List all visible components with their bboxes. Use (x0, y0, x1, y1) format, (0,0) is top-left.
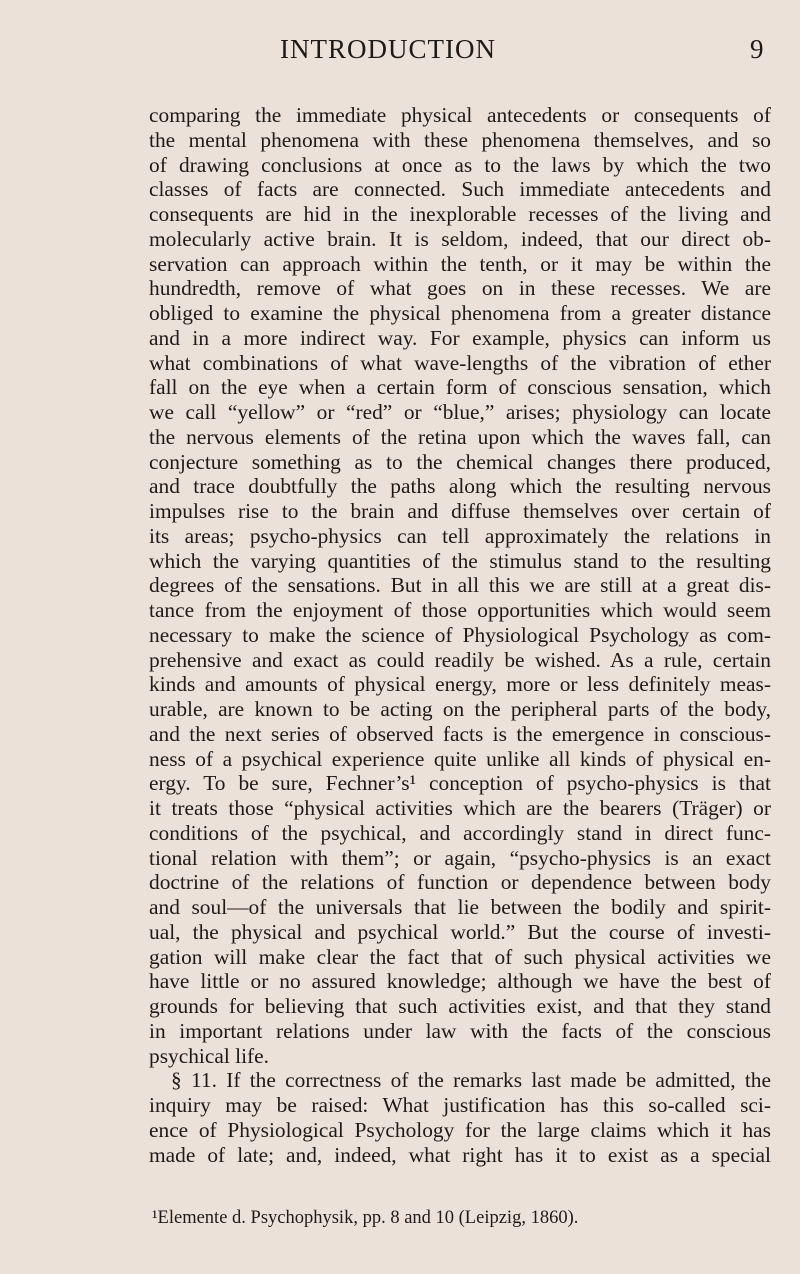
text-line: tional relation with them”; or again, “psycho-physics is an exact (149, 845, 771, 870)
text-line: and in a more indirect way. For example, physics can inform us (149, 325, 771, 350)
text-line: the nervous elements of the retina upon which the waves fall, can (149, 424, 771, 449)
text-line: psychical life. (149, 1043, 269, 1068)
running-title: INTRODUCTION (280, 34, 496, 64)
text-line: urable, are known to be acting on the peripheral parts of the body, (149, 697, 771, 721)
text-line: what combinations of what wave-lengths of the vibration of ether (149, 350, 771, 375)
text-line: which the varying quantities of the stimulus stand to the resulting (149, 548, 771, 573)
text-line: impulses rise to the brain and diffuse themselves over certain of (149, 499, 771, 523)
text-line: fall on the eye when a certain form of conscious sensation, which (149, 375, 771, 400)
text-line: and trace doubtfully the paths along which the resulting nervous (149, 474, 771, 499)
body-text (149, 103, 771, 1167)
text-line: prehensive and exact as could readily be wished. As a rule, certain (149, 647, 771, 672)
text-line: the mental phenomena with these phenomena themselves, and so (149, 127, 771, 152)
text-line: kinds and amounts of physical energy, more or less definitely meas- (149, 672, 771, 697)
text-line: ness of a psychical experience quite unlike all kinds of physical en- (149, 746, 771, 771)
text-line: ence of Physiological Psychology for the large claims which it has (149, 1117, 771, 1142)
text-line: classes of facts are connected. Such immediate antecedents and (149, 177, 771, 202)
text-line: comparing the immediate physical antecedents or consequents of (149, 103, 771, 127)
text-line: we call “yellow” or “red” or “blue,” arises; physiology can locate (149, 400, 771, 424)
text-line: § 11. If the correctness of the remarks last made be admitted, the (171, 1068, 771, 1093)
text-line: ual, the physical and psychical world.” But the course of investi- (149, 919, 771, 944)
text-line: servation can approach within the tenth, or it may be within the (149, 251, 771, 276)
text-line: made of late; and, indeed, what right has it to exist as a special (149, 1142, 771, 1167)
text-line: consequents are hid in the inexplorable recesses of the living and (149, 202, 771, 226)
text-line: of drawing conclusions at once as to the laws by which the two (149, 152, 771, 177)
text-line: necessary to make the science of Physiological Psychology as com- (149, 622, 771, 647)
running-header (148, 34, 770, 66)
text-line: it treats those “physical activities which are the bearers (Träger) or (149, 796, 771, 820)
text-line: ergy. To be sure, Fechner’s¹ conception of psycho-physics is that (149, 771, 771, 796)
text-line: inquiry may be raised: What justification has this so-called sci- (149, 1093, 771, 1117)
page-number: 9 (750, 34, 764, 64)
text-line: and the next series of observed facts is the emergence in conscious- (149, 721, 771, 746)
text-line: tance from the enjoyment of those opportunities which would seem (149, 598, 771, 622)
text-line: grounds for believing that such activities exist, and that they stand (149, 994, 771, 1018)
text-line: degrees of the sensations. But in all this we are still at a great dis- (149, 573, 771, 598)
footnote: ¹Elemente d. Psychophysik, pp. 8 and 10 (Leipzig, 1860). (152, 1208, 579, 1228)
text-line: obliged to examine the physical phenomena from a greater distance (149, 301, 771, 325)
text-line: hundredth, remove of what goes on in these recesses. We are (149, 276, 771, 301)
text-line: molecularly active brain. It is seldom, indeed, that our direct ob- (149, 226, 771, 251)
text-line: doctrine of the relations of function or dependence between body (149, 870, 771, 895)
text-line: gation will make clear the fact that of such physical activities we (149, 944, 771, 969)
text-line: its areas; psycho-physics can tell approximately the relations in (149, 523, 771, 548)
text-line: conditions of the psychical, and accordingly stand in direct func- (149, 820, 771, 845)
text-line: and soul—of the universals that lie between the bodily and spirit- (149, 895, 771, 919)
text-line: have little or no assured knowledge; although we have the best of (149, 969, 771, 994)
text-line: in important relations under law with the facts of the conscious (149, 1018, 771, 1043)
text-line: conjecture something as to the chemical changes there produced, (149, 449, 771, 474)
